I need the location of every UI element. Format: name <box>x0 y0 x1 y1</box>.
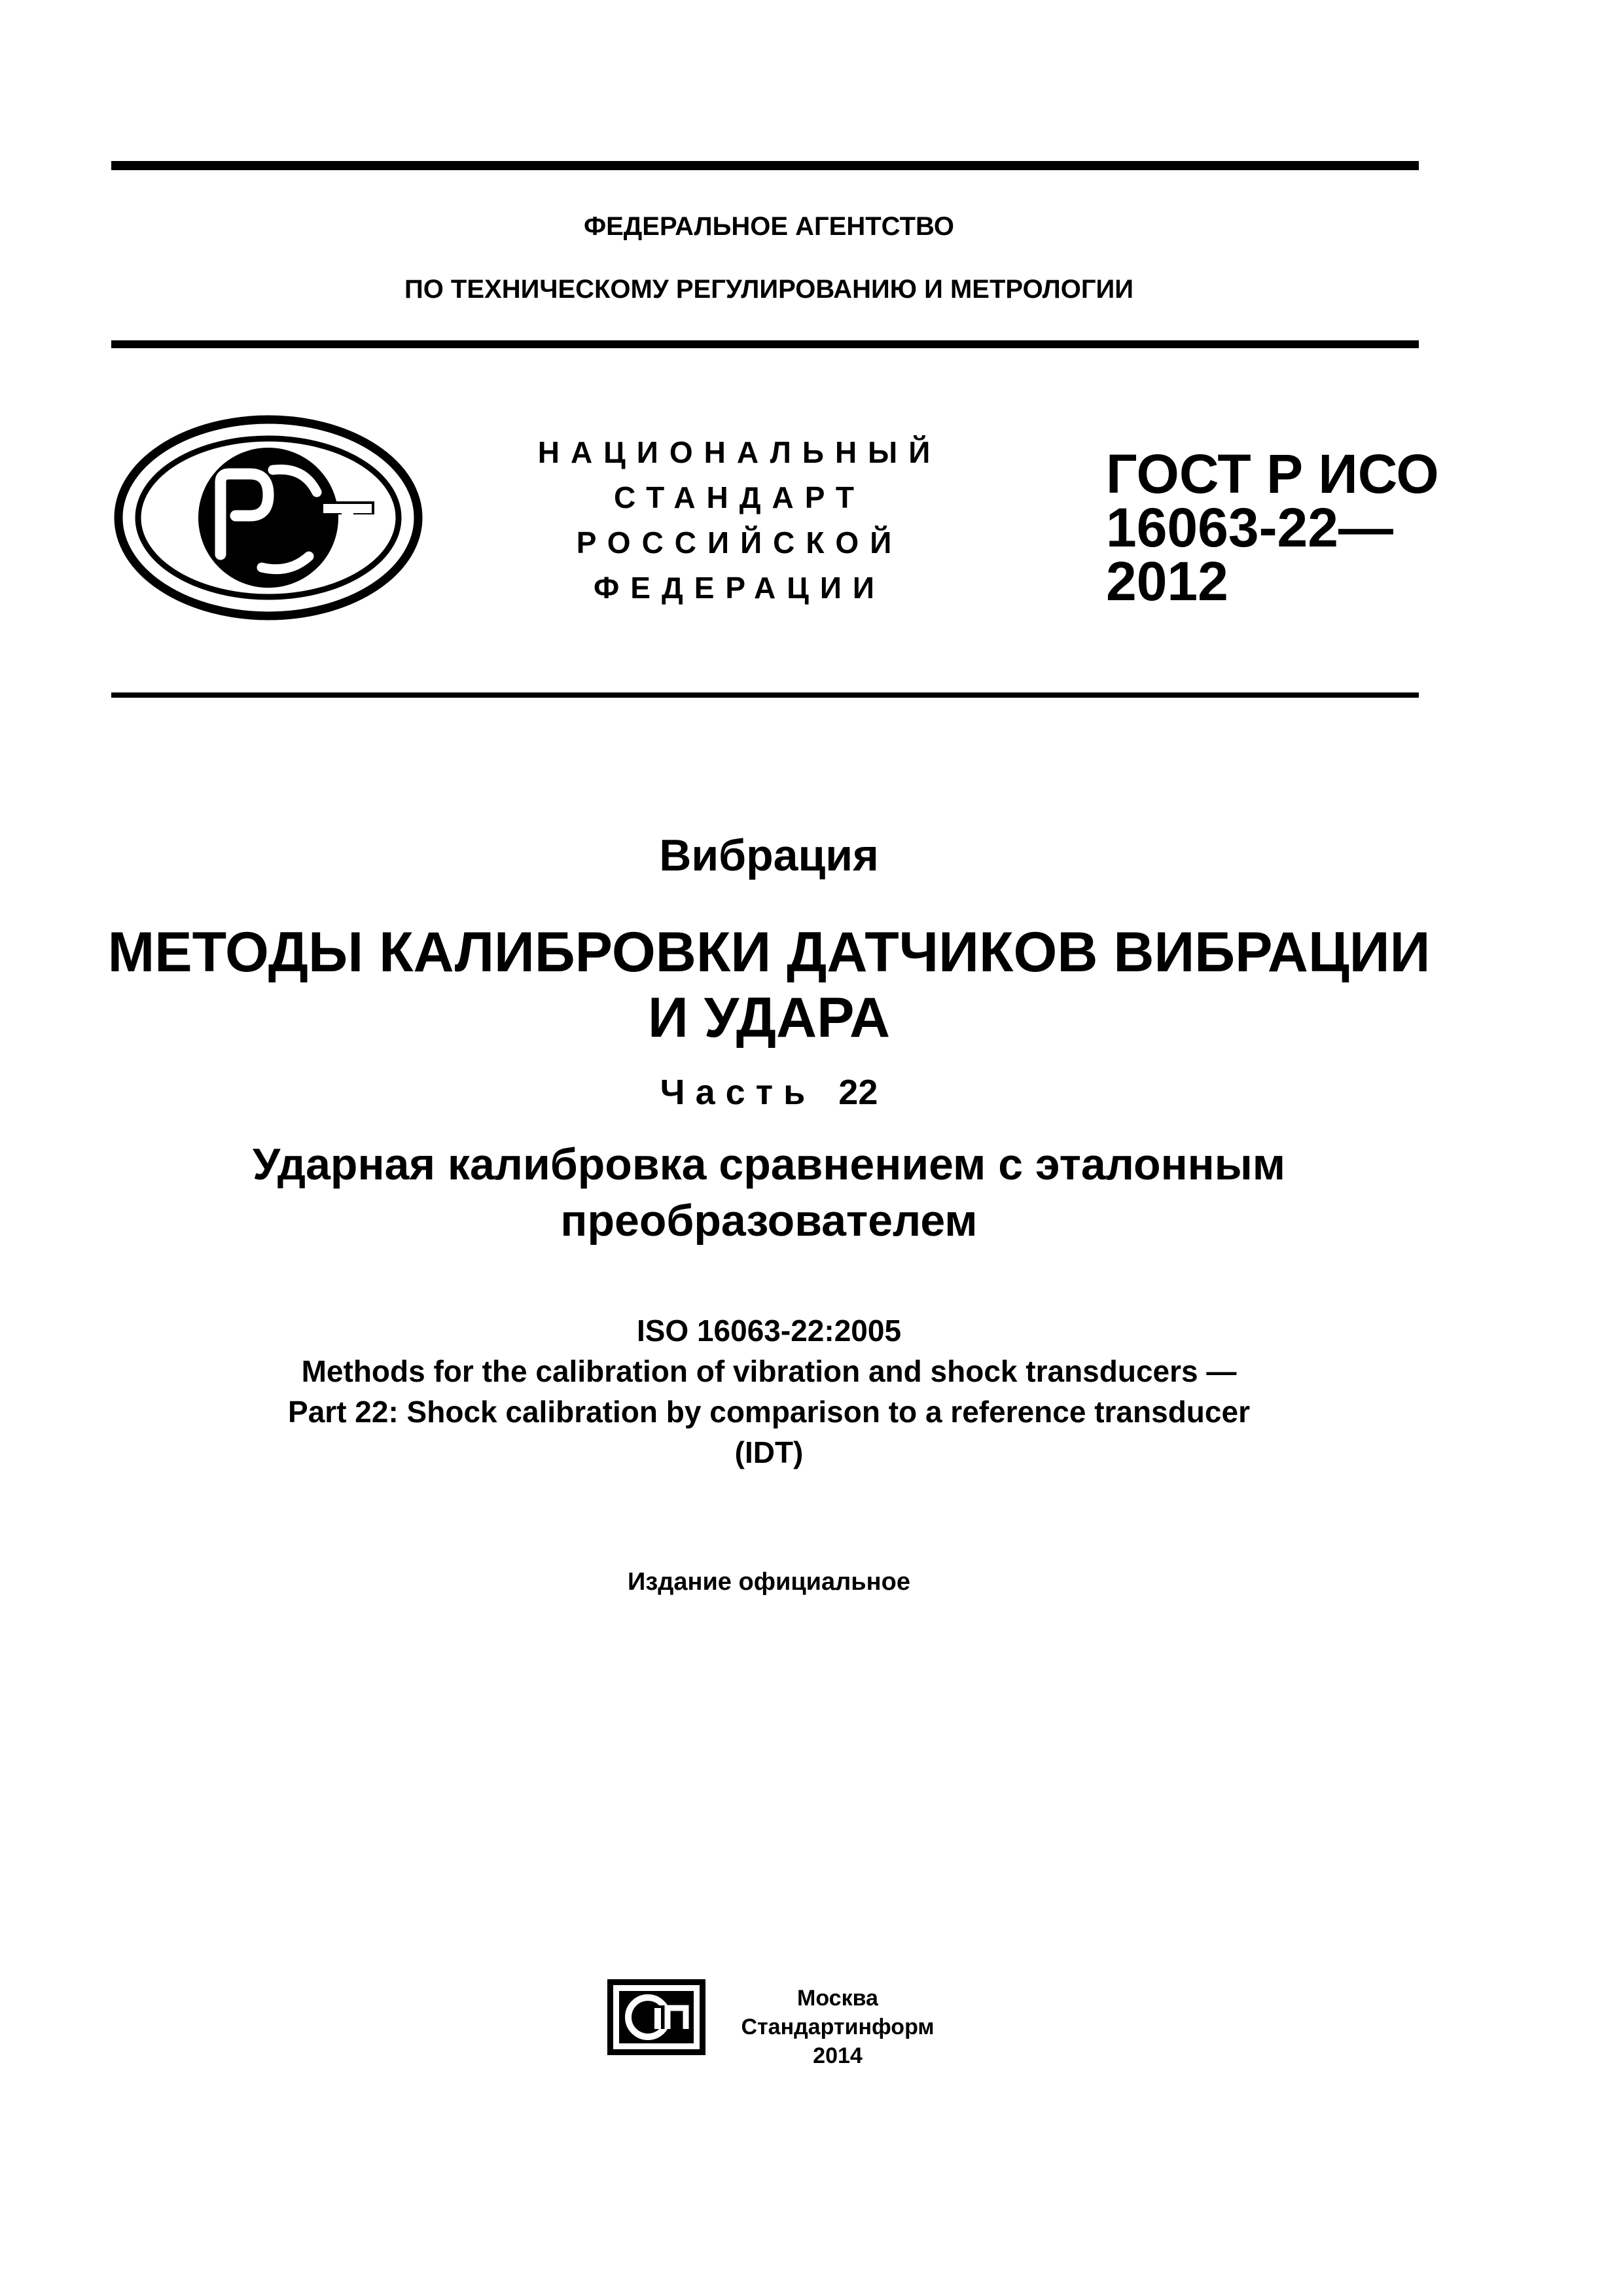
subject-title: Вибрация <box>659 831 879 880</box>
national-line-4: ФЕДЕРАЦИИ <box>594 571 885 605</box>
iso-idt: (IDT) <box>734 1435 804 1469</box>
rst-certification-logo-icon <box>113 414 424 622</box>
publisher-name: Стандартинформ <box>741 2015 935 2039</box>
top-rule <box>111 161 1419 170</box>
part-word: Часть <box>660 1073 816 1112</box>
iso-number: ISO 16063-22:2005 <box>636 1314 902 1348</box>
part-label <box>0 1072 1538 1113</box>
edition-note: Издание официальное <box>628 1568 910 1596</box>
agency-line-1: ФЕДЕРАЛЬНОЕ АГЕНТСТВО <box>583 212 955 241</box>
iso-title-line-1: Methods for the calibration of vibration and shock transducers — <box>301 1354 1237 1388</box>
designation-rule <box>111 692 1419 698</box>
main-title-line-1: МЕТОДЫ КАЛИБРОВКИ ДАТЧИКОВ ВИБРАЦИИ <box>107 921 1431 984</box>
publisher-year: 2014 <box>813 2043 863 2068</box>
national-line-2: СТАНДАРТ <box>614 480 865 514</box>
main-title-line-2: И УДАРА <box>647 986 891 1049</box>
agency-line-2: ПО ТЕХНИЧЕСКОМУ РЕГУЛИРОВАНИЮ И МЕТРОЛОГИИ <box>404 275 1134 304</box>
designation-line-2: 16063-22— <box>1106 497 1393 558</box>
standartinform-logo-icon <box>607 1979 705 2055</box>
part-number: 22 <box>838 1073 878 1112</box>
iso-title-line-2: Part 22: Shock calibration by comparison to a reference transducer <box>288 1395 1250 1429</box>
publisher-city: Москва <box>797 1986 878 2011</box>
designation-line-1: ГОСТ Р ИСО <box>1106 443 1439 505</box>
subtitle-line-2: преобразователем <box>560 1196 978 1246</box>
header-rule <box>111 340 1419 348</box>
national-line-3: РОССИЙСКОЙ <box>576 526 903 560</box>
designation-line-3: 2012 <box>1106 550 1228 612</box>
national-line-1: НАЦИОНАЛЬНЫЙ <box>537 435 942 469</box>
subtitle-line-1: Ударная калибровка сравнением с эталонным <box>252 1139 1286 1189</box>
